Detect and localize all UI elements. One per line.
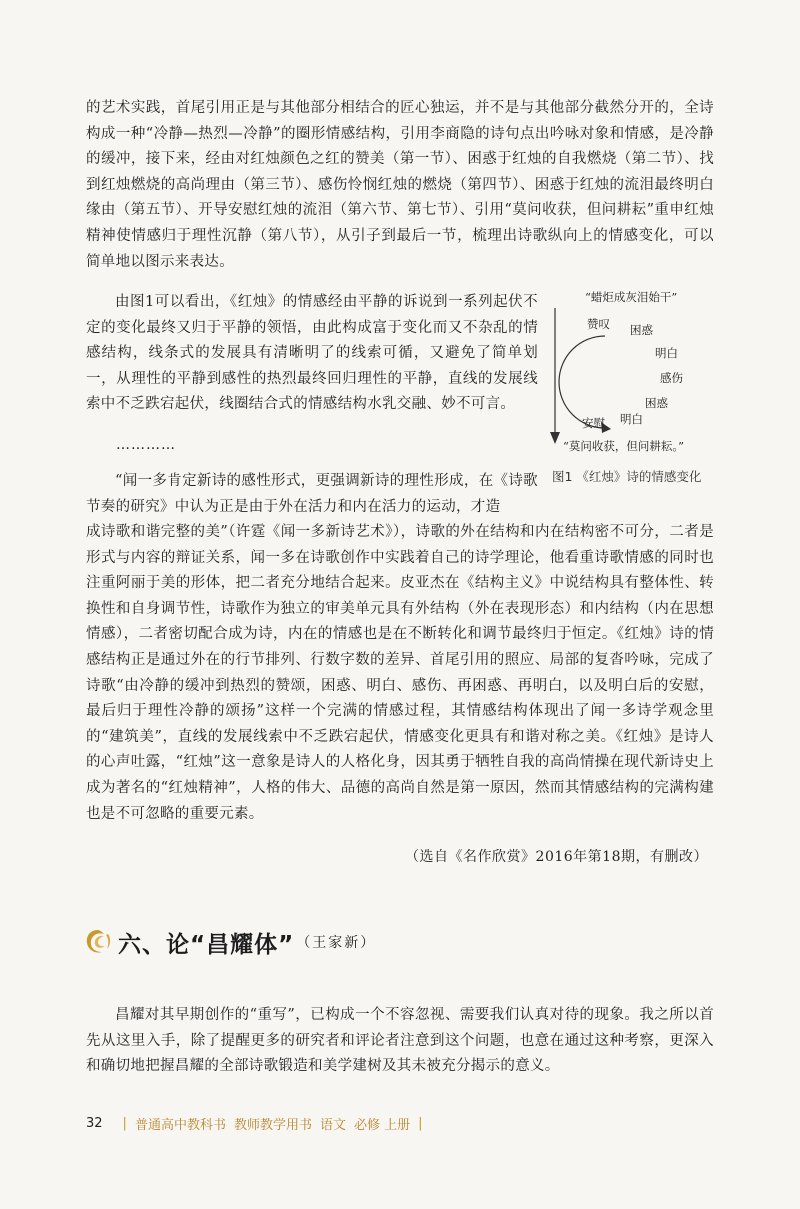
node-kunhuo-2: 困惑 bbox=[645, 396, 668, 410]
section-heading bbox=[82, 922, 376, 962]
node-anwei: 安慰 bbox=[582, 416, 605, 430]
paragraph-3-cont: 成诗歌和谐完整的美”（许霆《闻一多新诗艺术》），诗歌的外在结构和内在结构密不可分，二者是形式与内容的辩证关系，闻一多在诗歌创作中实践着自己的诗学理论，他看重诗歌情感的同时也注重阿丽于美的形体，把二者充分地结合起来。皮亚杰在《结构主义》中说结构具有整体性、转换性和自身调节性，诗歌作为独立的审美单元具有外结构（外在表现形态）和内结构（内在思想情感），二者密切配合成为诗，内在的情感也是在不断转化和调节最终归于恒定。《红烛》诗的情感结构正是通过外在的行节排列、行数字数的差异、首尾引用的照应、局部的复沓吟咏，完成了诗歌“由冷静的缓冲到热烈的赞颂，困惑、明白、感伤、再困惑、再明白，以及明白后的安慰，最后归于理性冷静的颂扬”这样一个完满的情感过程，其情感结构体现出了闻一多诗学观念里的“建筑美”，直线的发展线索中不乏跌宕起伏，情感变化更具有和谐对称之美。《红烛》是诗人的心声吐露，“红烛”这一意象是诗人的人格化身，因其勇于牺牲自我的高尚情操在现代新诗史上成为著名的“红烛精神”，人格的伟大、品德的高尚自然是第一原因，然而其情感结构的完满构建也是不可忽略的重要元素。 bbox=[86, 524, 714, 822]
left-arrow-head bbox=[550, 432, 560, 444]
footer-divider-end: | bbox=[418, 1116, 423, 1131]
footer-series: 普通高中教科书 bbox=[134, 1118, 226, 1133]
paragraph-3-start: “闻一多肯定新诗的感性形式，更强调新诗的理性形成，在《诗歌节奏的研究》中认为正是由于外在活力和内在活力的运动，才造 bbox=[86, 473, 538, 515]
figure-caption: 图1 《红烛》诗的情感变化 bbox=[552, 469, 702, 484]
node-zantan: 赞叹 bbox=[587, 317, 610, 331]
section-author: （王家新） bbox=[296, 935, 377, 951]
paragraph-4: 昌耀对其早期创作的“重写”，已构成一个不容忽视、需要我们认真对待的现象。我之所以首先从这里入手，除了提醒更多的研究者和评论者注意到这个问题，也意在通过这种考察，更深入和确切地把握昌耀的全部诗歌锻造和美学建树及其未被充分揭示的意义。 bbox=[86, 1007, 714, 1075]
node-mingbai-1: 明白 bbox=[655, 346, 678, 360]
ellipsis-separator: ………… bbox=[116, 437, 176, 453]
section-title: 六、论“昌耀体” bbox=[118, 931, 295, 958]
node-mingbai-2: 明白 bbox=[620, 412, 643, 426]
node-ganshang: 感伤 bbox=[660, 371, 683, 385]
swirl-icon bbox=[82, 926, 114, 958]
page-footer bbox=[86, 1114, 431, 1133]
paragraph-2: 由图1可以看出，《红烛》的情感经由平静的诉说到一系列起伏不定的变化最终又归于平静的领悟，由此构成富于变化而又不杂乱的情感结构，线条式的发展具有清晰明了的线索可循，又避免了简单划一，从理性的平静到感性的热烈最终回归理性的平静，直线的发展线索中不乏跌宕起伏，线圈结合式的情感结构水乳交融、妙不可言。 bbox=[86, 294, 538, 413]
footer-book: 教师教学用书 bbox=[233, 1118, 312, 1133]
node-kunhuo-1: 困惑 bbox=[630, 323, 653, 337]
footer-volume: 必修 上册 bbox=[353, 1118, 411, 1133]
figure-top-quote: “蜡炬成灰泪始干” bbox=[585, 290, 678, 304]
page-number: 32 bbox=[86, 1116, 103, 1131]
footer-divider: | bbox=[122, 1116, 127, 1131]
paragraph-1: 的艺术实践，首尾引用正是与其他部分相结合的匠心独运，并不是与其他部分截然分开的，全诗构成一种“冷静—热烈—冷静”的圈形情感结构，引用李商隐的诗句点出吟咏对象和情感，是冷静的缓冲，接下来，经由对红烛颜色之红的赞美（第一节）、困惑于红烛的自我燃烧（第二节）、找到红烛燃烧的高尚理由（第三节）、感伤怜悯红烛的燃烧（第四节）、困惑于红烛的流泪最终明白缘由（第五节）、开导安慰红烛的流泪（第六节、第七节）、引用“莫问收获，但问耕耘”重申红烛精神使情感归于理性沉静（第八节），从引子到最后一节，梳理出诗歌纵向上的情感变化，可以简单地以图示来表达。 bbox=[86, 100, 714, 270]
source-citation: （选自《名作欣赏》2016年第18期，有删改） bbox=[405, 849, 708, 865]
footer-subject: 语文 bbox=[319, 1118, 346, 1133]
figure-bottom-quote: “莫问收获，但问耕耘。” bbox=[563, 439, 685, 453]
emotion-cycle-figure bbox=[545, 282, 725, 482]
